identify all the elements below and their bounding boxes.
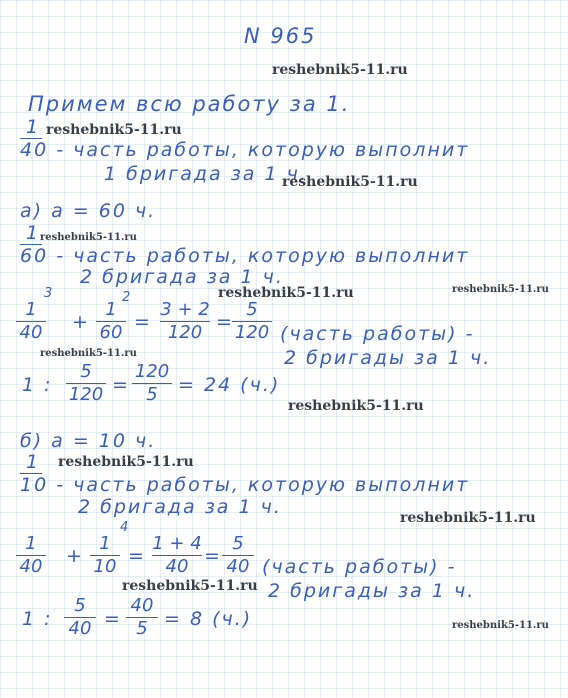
part-b-line-2: 2 бригада за 1 ч. <box>78 496 282 518</box>
factor-superscript: 2 <box>122 290 131 305</box>
equals-sign: = <box>216 311 232 333</box>
equals-sign: = <box>128 545 144 567</box>
equals-sign: = <box>134 311 150 333</box>
part-b-note-1: (часть работы) - <box>262 556 457 578</box>
fraction: 3 + 2 120 <box>160 299 210 343</box>
part-a-result: = 24 (ч.) <box>178 374 281 396</box>
fraction-numerator-one: 1 <box>26 116 41 138</box>
watermark: reshebnik5-11.ru <box>122 578 258 594</box>
watermark: reshebnik5-11.ru <box>282 174 418 190</box>
watermark: reshebnik5-11.ru <box>40 232 137 243</box>
fraction: 5 120 <box>232 300 272 343</box>
equals-sign: = <box>204 545 220 567</box>
fraction-numerator-one: 1 <box>26 222 41 244</box>
part-a-note-2: 2 бригады за 1 ч. <box>284 347 492 369</box>
equals-sign: = <box>104 608 120 630</box>
fraction-numerator-one: 1 <box>26 451 41 473</box>
intro-line: Примем всю работу за 1. <box>28 92 351 116</box>
calc-prefix: 1 : <box>22 608 53 630</box>
fraction: 5 40 <box>64 596 96 639</box>
line-40-continued: 1 бригада за 1 ч. <box>104 163 308 185</box>
watermark: reshebnik5-11.ru <box>452 620 549 631</box>
fraction: 5 40 <box>222 534 254 577</box>
watermark: reshebnik5-11.ru <box>452 284 549 295</box>
equals-sign: = <box>112 374 128 396</box>
watermark: reshebnik5-11.ru <box>40 348 137 359</box>
fraction: 1 10 <box>90 534 120 577</box>
fraction: 1 40 <box>16 300 46 343</box>
plus-sign: + <box>66 545 82 567</box>
watermark: reshebnik5-11.ru <box>272 62 408 78</box>
fraction: 1 40 <box>16 534 46 577</box>
fraction: 120 5 <box>132 362 172 405</box>
watermark: reshebnik5-11.ru <box>288 398 424 414</box>
part-a-label: а) а = 60 ч. <box>20 200 157 222</box>
watermark: reshebnik5-11.ru <box>46 122 182 138</box>
watermark: reshebnik5-11.ru <box>58 454 194 470</box>
watermark: reshebnik5-11.ru <box>400 510 536 526</box>
part-a-line-1: 60 - часть работы, которую выполнит <box>20 245 470 267</box>
part-a-line-2: 2 бригада за 1 ч. <box>80 266 284 288</box>
problem-number: N 965 <box>244 24 317 48</box>
fraction: 1 + 4 40 <box>152 533 202 577</box>
part-b-line-1: 10 - часть работы, которую выполнит <box>20 474 470 496</box>
calc-prefix: 1 : <box>22 374 53 396</box>
fraction: 5 120 <box>66 362 106 405</box>
part-b-note-2: 2 бригады за 1 ч. <box>268 580 476 602</box>
fraction: 1 60 <box>96 300 126 343</box>
part-b-label: б) а = 10 ч. <box>20 430 157 452</box>
plus-sign: + <box>72 311 88 333</box>
factor-superscript: 4 <box>120 520 129 535</box>
line-40: 40 - часть работы, которую выполнит <box>20 139 470 161</box>
factor-superscript: 3 <box>44 286 53 301</box>
fraction: 40 5 <box>126 596 158 639</box>
part-b-result: = 8 (ч.) <box>164 608 253 630</box>
part-a-note-1: (часть работы) - <box>280 323 475 345</box>
watermark: reshebnik5-11.ru <box>218 285 354 301</box>
